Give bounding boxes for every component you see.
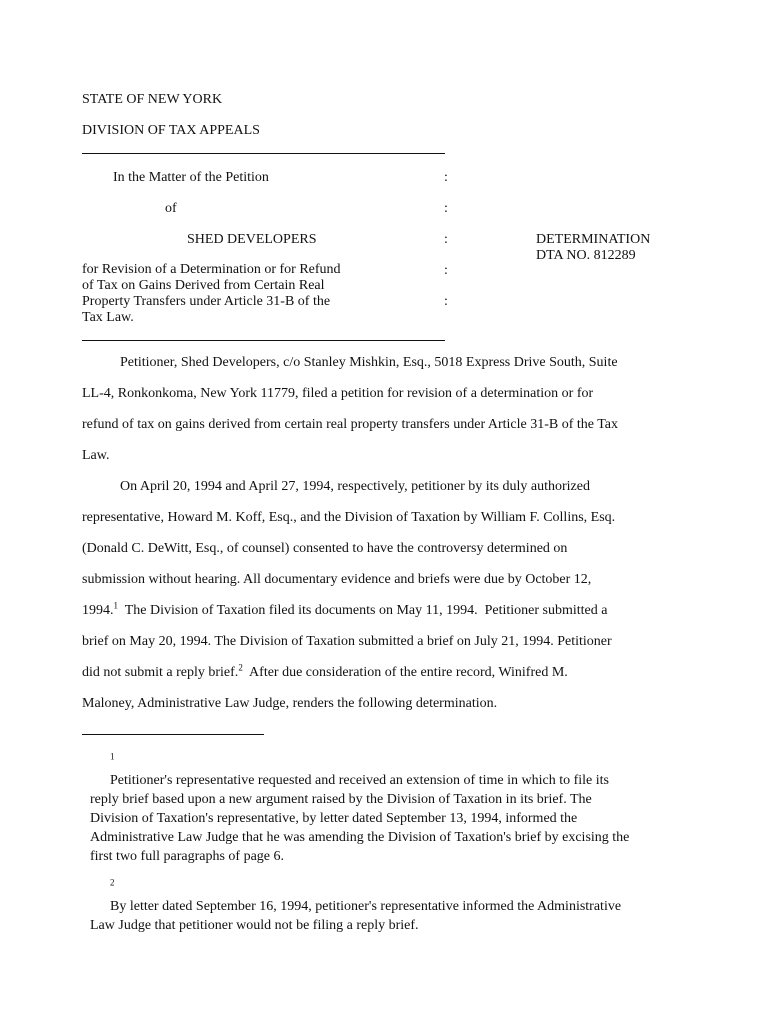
caption-of: of — [165, 201, 177, 216]
footnote-line: reply brief based upon a new argument raised by the Division of Taxation in its brief. The — [90, 792, 592, 807]
footnote-1 — [90, 752, 690, 866]
body-text: The Division of Taxation filed its documents on May 11, 1994. Petitioner submitted a — [118, 603, 608, 618]
caption-for-line: for Revision of a Determination or for Refund — [82, 262, 341, 277]
caption-colon: : — [444, 170, 448, 185]
body-line: submission without hearing. All documentary evidence and briefs were due by October 12, — [82, 572, 592, 587]
footnote-2 — [90, 878, 690, 935]
footnote-mark-2: 2 — [110, 877, 115, 888]
caption-for-line: of Tax on Gains Derived from Certain Real — [82, 278, 325, 293]
division-heading: DIVISION OF TAX APPEALS — [82, 123, 260, 138]
footnote-text: By letter dated September 16, 1994, petitioner's representative informed the Administrative — [110, 899, 622, 914]
body-text: After due consideration of the entire record, Winifred M. — [242, 665, 568, 680]
body-line: Law. — [82, 448, 110, 463]
body-line: On April 20, 1994 and April 27, 1994, respectively, petitioner by its duly authorized — [120, 479, 590, 494]
caption-matter: In the Matter of the Petition — [113, 170, 269, 185]
footnote-line: first two full paragraphs of page 6. — [90, 849, 284, 864]
caption-bottom-rule — [82, 340, 445, 341]
body-line: LL-4, Ronkonkoma, New York 11779, filed a petition for revision of a determination or for — [82, 386, 594, 401]
dta-number: DTA NO. 812289 — [536, 248, 636, 263]
body-text: 1994. — [82, 603, 114, 618]
body-text: did not submit a reply brief. — [82, 665, 239, 680]
footnote-ref-2[interactable]: 2 — [238, 662, 243, 673]
caption-colon: : — [444, 201, 448, 216]
caption-petitioner: SHED DEVELOPERS — [187, 232, 317, 247]
caption-colon: : — [444, 294, 448, 309]
body-line: brief on May 20, 1994. The Division of Taxation submitted a brief on July 21, 1994. Petitioner — [82, 634, 612, 649]
body-line: refund of tax on gains derived from certain real property transfers under Article 31-B of the Tax — [82, 417, 619, 432]
footnote-line: Law Judge that petitioner would not be filing a reply brief. — [90, 918, 419, 933]
caption-for-line: Property Transfers under Article 31-B of the — [82, 294, 331, 309]
footnote-mark-1: 1 — [110, 751, 115, 762]
caption-for-line: Tax Law. — [82, 310, 134, 325]
caption-colon: : — [444, 232, 448, 247]
document-body — [82, 352, 682, 724]
footnote-line: Division of Taxation's representative, by letter dated September 13, 1994, informed the — [90, 811, 578, 826]
state-heading: STATE OF NEW YORK — [82, 92, 223, 107]
footnote-text: Petitioner's representative requested and received an extension of time in which to file its — [110, 773, 609, 788]
body-line — [82, 662, 682, 693]
footnote-line — [90, 878, 690, 916]
body-line: (Donald C. DeWitt, Esq., of counsel) consented to have the controversy determined on — [82, 541, 568, 556]
footnote-line — [90, 752, 690, 790]
body-line — [82, 600, 682, 631]
caption-top-rule — [82, 153, 445, 154]
footnote-separator — [82, 734, 264, 735]
footnote-ref-1[interactable]: 1 — [113, 600, 118, 611]
body-line: Maloney, Administrative Law Judge, renders the following determination. — [82, 696, 498, 711]
determination-label: DETERMINATION — [536, 232, 651, 247]
body-line: representative, Howard M. Koff, Esq., and the Division of Taxation by William F. Collins, Esq. — [82, 510, 616, 525]
caption-colon: : — [444, 263, 448, 278]
body-line: Petitioner, Shed Developers, c/o Stanley Mishkin, Esq., 5018 Express Drive South, Suite — [120, 355, 618, 370]
footnote-line: Administrative Law Judge that he was amending the Division of Taxation's brief by excising the — [90, 830, 630, 845]
caption-for-revision — [82, 262, 382, 326]
